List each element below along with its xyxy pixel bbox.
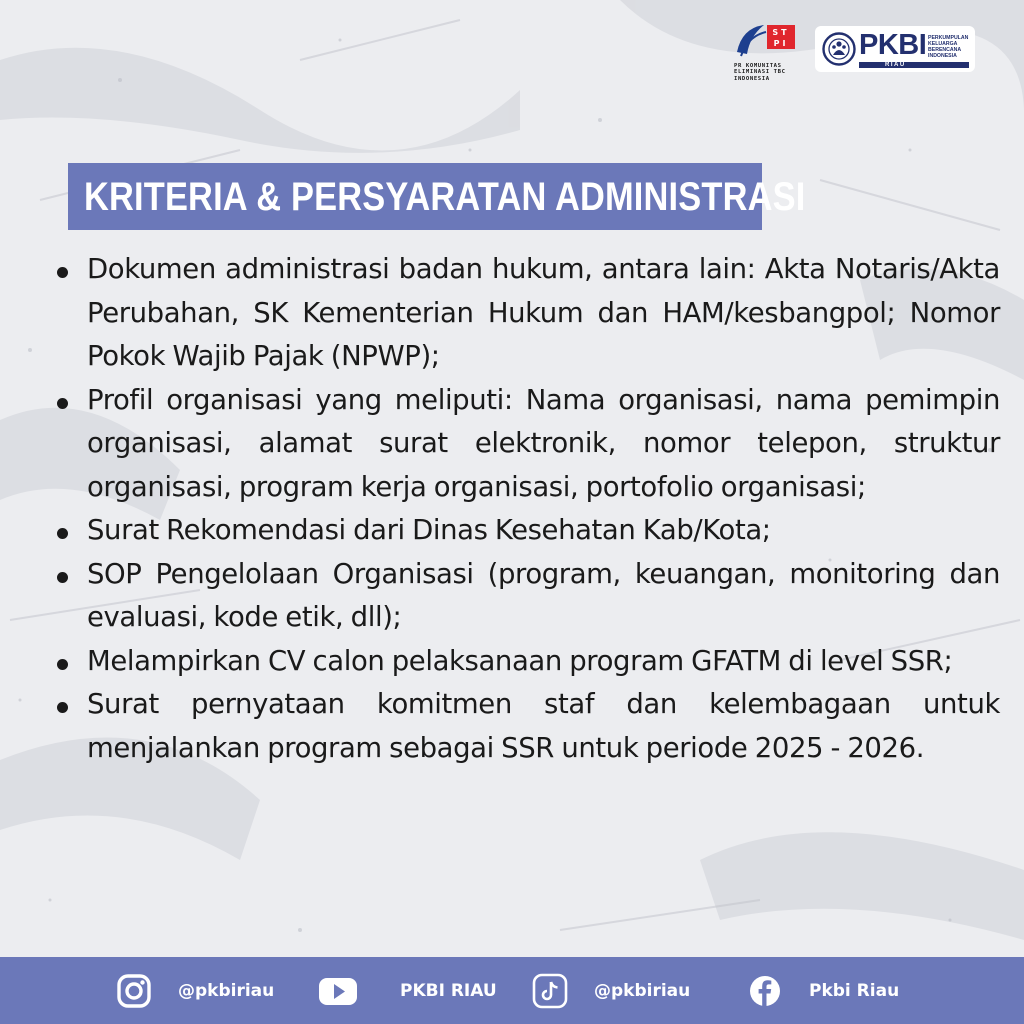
list-item-text: Surat pernyataan komitmen staf dan kelembagaan untuk menjalankan program sebagai SSR untuk periode 2025 - 2026. bbox=[87, 688, 1000, 764]
stpi-line: PR KOMUNITAS bbox=[734, 63, 782, 69]
bullet-icon bbox=[57, 572, 68, 583]
list-item-text: Dokumen administrasi badan hukum, antara lain: Akta Notaris/Akta Perubahan, SK Kementerian Hukum dan HAM/kesbangpol; Nomor Pokok Wajib Pajak (NPWP); bbox=[87, 253, 1000, 372]
pkbi-tagline bbox=[928, 35, 968, 59]
list-item-text: Melampirkan CV calon pelaksanaan program GFATM di level SSR; bbox=[87, 644, 953, 677]
list-item-text: Surat Rekomendasi dari Dinas Kesehatan Kab/Kota; bbox=[87, 514, 771, 546]
list-item-text: Profil organisasi yang meliputi: Nama organisasi, nama pemimpin organisasi, alamat surat elektronik, nomor telepon, struktur organisasi, program kerja organisasi, portofolio organisasi; bbox=[87, 383, 1000, 503]
list-item-text: SOP Pengelolaan Organisasi (program, keuangan, monitoring dan evaluasi, kode etik, dll); bbox=[87, 557, 1000, 633]
pkbi-emblem-icon bbox=[822, 32, 856, 66]
youtube-channel: PKBI RIAU bbox=[400, 980, 497, 1001]
footer-bar bbox=[0, 957, 1024, 1024]
list-item bbox=[56, 509, 1000, 553]
stpi-logo bbox=[734, 22, 804, 84]
svg-text:ST: ST bbox=[772, 28, 790, 37]
pkbi-tagline-line: INDONESIA bbox=[928, 53, 957, 59]
pkbi-tagline-line: BERENCANA bbox=[928, 47, 962, 53]
bullet-icon bbox=[57, 528, 68, 539]
pkbi-bar bbox=[859, 62, 969, 68]
facebook-link[interactable] bbox=[747, 957, 899, 1024]
stpi-line: INDONESIA bbox=[734, 75, 770, 82]
list-item bbox=[56, 683, 1000, 770]
instagram-icon bbox=[116, 973, 152, 1009]
list-item bbox=[56, 379, 1000, 510]
youtube-icon bbox=[318, 973, 358, 1009]
title-banner bbox=[68, 163, 806, 230]
instagram-link[interactable] bbox=[116, 957, 274, 1024]
pkbi-wordmark: PKBI bbox=[859, 29, 927, 61]
youtube-link[interactable] bbox=[318, 957, 497, 1024]
tiktok-handle: @pkbiriau bbox=[594, 980, 691, 1001]
stpi-text bbox=[734, 63, 804, 82]
stpi-line: ELIMINASI TBC bbox=[734, 69, 786, 76]
pkbi-tagline-line: KELUARGA bbox=[928, 41, 958, 47]
bullet-icon bbox=[57, 702, 68, 713]
bullet-icon bbox=[57, 659, 68, 670]
instagram-handle: @pkbiriau bbox=[178, 980, 275, 1001]
pkbi-region: RIAU bbox=[885, 62, 906, 68]
list-item bbox=[56, 553, 1000, 640]
stpi-emblem bbox=[734, 22, 804, 62]
list-item bbox=[56, 248, 1000, 379]
tiktok-icon bbox=[532, 973, 568, 1009]
tiktok-link[interactable] bbox=[532, 957, 690, 1024]
pkbi-tagline-line: PERKUMPULAN bbox=[928, 35, 969, 41]
facebook-page: Pkbi Riau bbox=[809, 980, 900, 1001]
svg-text:PI: PI bbox=[773, 39, 789, 48]
bullet-icon bbox=[57, 267, 68, 278]
requirements-list bbox=[56, 248, 1000, 770]
facebook-icon bbox=[747, 973, 783, 1009]
pkbi-logo bbox=[815, 26, 975, 72]
page-title: KRITERIA & PERSYARATAN ADMINISTRASI bbox=[84, 174, 806, 219]
bullet-icon bbox=[57, 398, 68, 409]
list-item bbox=[56, 640, 1000, 684]
